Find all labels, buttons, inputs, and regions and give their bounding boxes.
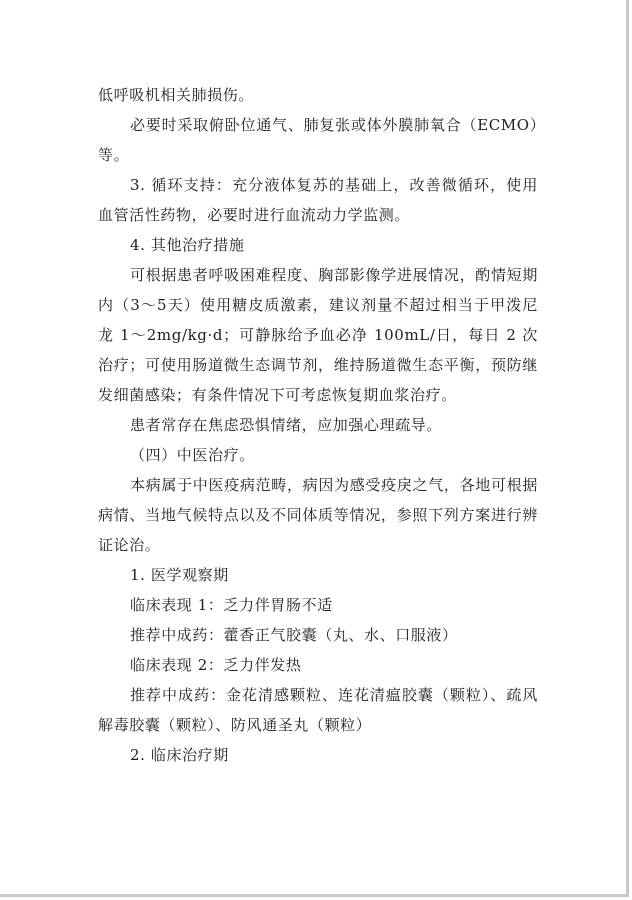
paragraph-ecmo: 必要时采取俯卧位通气、肺复张或体外膜肺氧合（ECMO）等。 xyxy=(98,116,538,164)
heading-treatment-period: 2. 临床治疗期 xyxy=(130,746,229,764)
clinical-manifestation-2: 临床表现 2：乏力伴发热 xyxy=(130,656,302,674)
document-body xyxy=(98,80,538,770)
recommended-medicine-2: 推荐中成药：金花清感颗粒、连花清瘟胶囊（颗粒）、疏风解毒胶囊（颗粒）、防风通圣丸（颗粒） xyxy=(98,686,538,734)
paragraph-circulation-support: 3. 循环支持：充分液体复苏的基础上，改善微循环，使用血管活性药物，必要时进行血流动力学监测。 xyxy=(98,176,538,224)
paragraph-glucocorticoids: 可根据患者呼吸困难程度、胸部影像学进展情况，酌情短期内（3～5天）使用糖皮质激素，建议剂量不超过相当于甲泼尼龙 1～2mg/kg·d；可静脉给予血必净 100mL/日，每日 2 次治疗；可使用肠道微生态调节剂，维持肠道微生态平衡，预防继发细菌感染；有条件情况下可考虑恢复期血浆治疗。 xyxy=(98,266,538,404)
clinical-manifestation-1: 临床表现 1：乏力伴胃肠不适 xyxy=(130,596,333,614)
heading-other-treatments: 4. 其他治疗措施 xyxy=(130,236,245,254)
heading-tcm-treatment: （四）中医治疗。 xyxy=(130,446,255,464)
paragraph-lung-injury: 低呼吸机相关肺损伤。 xyxy=(98,86,255,104)
paragraph-tcm-intro: 本病属于中医疫病范畴，病因为感受疫戾之气，各地可根据病情、当地气候特点以及不同体质等情况，参照下列方案进行辨证论治。 xyxy=(98,476,538,554)
recommended-medicine-1: 推荐中成药：藿香正气胶囊（丸、水、口服液） xyxy=(130,626,458,644)
heading-observation-period: 1. 医学观察期 xyxy=(130,566,229,584)
paragraph-psychological-support: 患者常存在焦虑恐惧情绪，应加强心理疏导。 xyxy=(130,416,443,434)
